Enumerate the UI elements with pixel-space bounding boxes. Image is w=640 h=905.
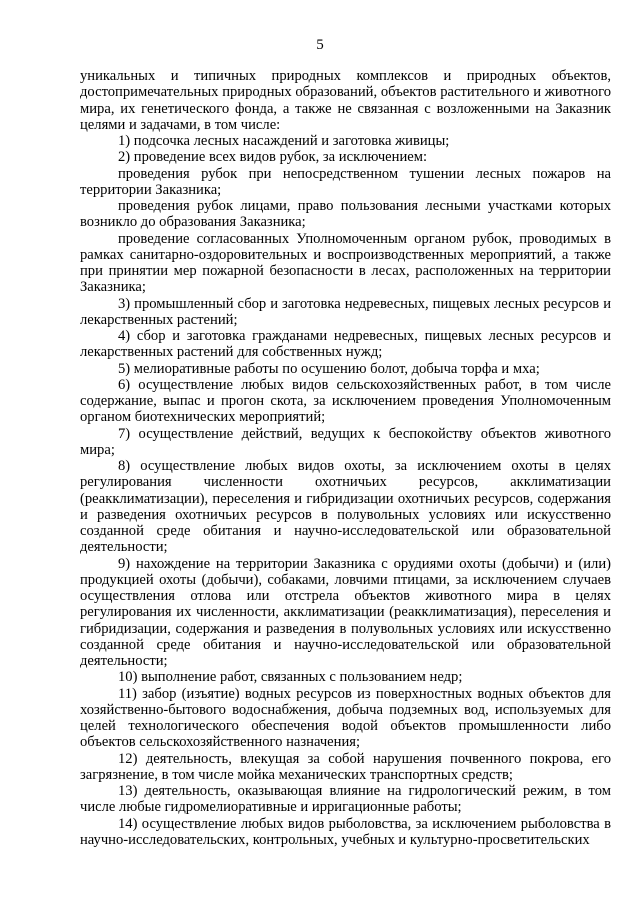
paragraph-continuation: уникальных и типичных природных комплексов и природных объектов, достопримечательных природных образований, объектов растительного и животного мира, их генетического фонда, а также не связанная с возложенными на Заказник целями и задачами, в том числе: — [80, 68, 611, 133]
list-item-9: 9) нахождение на территории Заказника с орудиями охоты (добычи) и (или) продукцией охоты (добычи), собаками, ловчими птицами, за исключением случаев осуществления отлова или отстрела объектов животного мира в целях регулирования их численности, акклиматизации (реакклиматизация), переселения и гибридизации, содержания и разведения в полувольных условиях или искусственно созданной среде обитания и научно-исследовательской или образовательной деятельности; — [80, 555, 611, 669]
list-item-13: 13) деятельность, оказывающая влияние на гидрологический режим, в том числе любые гидромелиоративные и ирригационные работы; — [80, 783, 611, 816]
list-item-6: 6) осуществление любых видов сельскохозяйственных работ, в том числе содержание, выпас и прогон скота, за исключением проведения Уполномоченным органом биотехнических мероприятий; — [80, 376, 611, 426]
list-item-11: 11) забор (изъятие) водных ресурсов из поверхностных водных объектов для хозяйственно-бытового водоснабжения, добыча подземных вод, используемых для целей технологического обеспечения водой объектов промышленности либо объектов сельскохозяйственного назначения; — [80, 685, 611, 751]
list-subitem-prior-rights: проведения рубок лицами, право пользования лесными участками которых возникло до образования Заказника; — [80, 198, 611, 231]
list-item-1: 1) подсочка лесных насаждений и заготовка живицы; — [118, 133, 450, 149]
list-item-3: 3) промышленный сбор и заготовка недревесных, пищевых лесных ресурсов и лекарственных растений; — [80, 295, 611, 328]
list-subitem-approved: проведение согласованных Уполномоченным органом рубок, проводимых в рамках санитарно-оздоровительных и воспроизводственных мероприятий, а также при принятии мер пожарной безопасности в лесах, расположенных на территории Заказника; — [80, 230, 611, 296]
list-subitem-fire: проведения рубок при непосредственном тушении лесных пожаров на территории Заказника; — [80, 165, 611, 198]
list-item-12: 12) деятельность, влекущая за собой нарушения почвенного покрова, его загрязнение, в том числе мойка механических транспортных средств; — [80, 750, 611, 783]
list-item-10: 10) выполнение работ, связанных с пользованием недр; — [118, 669, 463, 686]
list-item-5: 5) мелиоративные работы по осушению болот, добыча торфа и мха; — [118, 360, 540, 377]
list-item-4: 4) сбор и заготовка гражданами недревесных, пищевых лесных ресурсов и лекарственных растений для собственных нужд; — [80, 328, 611, 361]
list-item-7: 7) осуществление действий, ведущих к беспокойству объектов животного мира; — [80, 425, 611, 458]
list-item-2: 2) проведение всех видов рубок, за исключением: — [118, 149, 428, 166]
list-item-14: 14) осуществление любых видов рыболовства, за исключением рыболовства в научно-исследовательских, контрольных, учебных и культурно-просветительских — [80, 815, 611, 848]
page-number: 5 — [316, 37, 324, 53]
list-item-8: 8) осуществление любых видов охоты, за исключением охоты в целях регулирования численности охотничьих ресурсов, акклиматизации (реакклиматизации), переселения и гибридизации охотничьих ресурсов, содержания и разведения охотничьих ресурсов в полувольных условиях или искусственно созданной среде обитания и научно-исследовательской или образовательной деятельности; — [80, 458, 611, 556]
document-body — [80, 68, 611, 848]
